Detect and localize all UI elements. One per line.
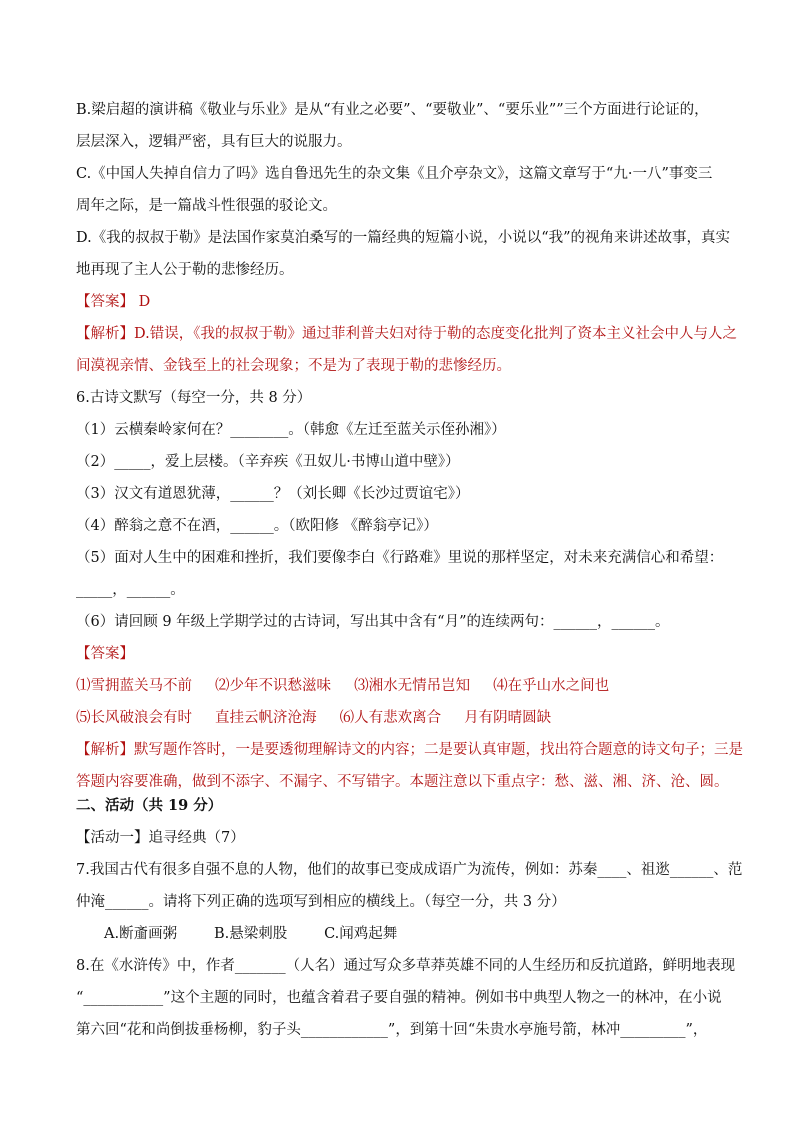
question-8-line-1: 8.在《水浒传》中，作者_______（人名）通过写众多草莽英雄不同的人生经历和反抗道路，鲜明地表现 (76, 958, 736, 974)
option-d-line-1: D.《我的叔叔于勒》是法国作家莫泊桑写的一篇经典的短篇小说，小说以“我”的视角来讲述故事，真实 (76, 230, 731, 246)
activity-1-heading: 【活动一】追寻经典（7） (76, 830, 245, 846)
question-6-item-2: （2）_____，爱上层楼。（辛弃疾《丑奴儿·书博山道中壁》） (76, 454, 460, 470)
question-6-item-1: （1）云横秦岭家何在？________。（韩愈《左迁至蓝关示侄孙湘》） (76, 422, 506, 438)
option-c-line-2: 周年之际，是一篇战斗性很强的驳论文。 (76, 198, 337, 214)
section-2-heading: 二、活动（共 19 分） (76, 797, 223, 814)
analysis-q6-line-1: 【解析】默写题作答时，一是要透彻理解诗文的内容；二是要认真审题，找出符合题意的诗文句子；三是 (76, 742, 743, 758)
analysis-q6-line-2: 答题内容要准确，做到不添字、不漏字、不写错字。本题注意以下重点字：愁、滋、湘、济、沧、圆。 (76, 774, 729, 790)
option-d-line-2: 地再现了主人公于勒的悲惨经历。 (76, 262, 294, 278)
question-7-line-2: 仲淹______。请将下列正确的选项写到相应的横线上。（每空一分，共 3 分） (76, 894, 566, 910)
question-6-item-6: （6）请回顾 9 年级上学期学过的古诗词，写出其中含有“月”的连续两句：______，______。 (76, 614, 670, 630)
option-b-line-2: 层层深入，逻辑严密，具有巨大的说服力。 (76, 134, 352, 150)
option-c-line-1: C.《中国人失掉自信力了吗》选自鲁迅先生的杂文集《且介亭杂文》，这篇文章写于“九·一八”事变三 (76, 166, 713, 182)
analysis-q5-line-2: 间漠视亲情、金钱至上的社会现象；不是为了表现于勒的悲惨经历。 (76, 358, 511, 374)
option-b-line-1: B.梁启超的演讲稿《敬业与乐业》是从“有业之必要”、“要敬业”、“要乐业””三个方面进行论证的， (76, 102, 709, 118)
question-6-item-3: （3）汉文有道恩犹薄，______？（刘长卿《长沙过贾谊宅》） (76, 486, 470, 502)
analysis-q5-line-1: 【解析】D.错误，《我的叔叔于勒》通过菲利普夫妇对待于勒的态度变化批判了资本主义社会中人与人之 (76, 326, 737, 342)
question-6-item-5-line-1: （5）面对人生中的困难和挫折，我们要像李白《行路难》里说的那样坚定，对未来充满信心和希望： (76, 550, 724, 566)
question-6-item-4: （4）醉翁之意不在酒，______。（欧阳修 《醉翁亭记》） (76, 518, 438, 534)
answer-q6-label: 【答案】 (76, 646, 134, 662)
question-8-line-3: 第六回“花和尚倒拔垂杨柳，豹子头____________”，到第十回“朱贵水亭施号箭，林冲_________”， (76, 1022, 708, 1038)
question-6-item-5-line-2: _____，______。 (76, 582, 185, 598)
answer-q6-line-2: ⑸长风破浪会有时 直挂云帆济沧海 ⑹人有悲欢离合 月有阴晴圆缺 (76, 710, 552, 726)
question-7-options: A.断齑画粥 B.悬梁刺股 C.闻鸡起舞 (104, 926, 398, 942)
answer-q5: 【答案】 D (76, 294, 151, 310)
question-7-line-1: 7.我国古代有很多自强不息的人物，他们的故事已变成成语广为流传，例如：苏秦____、祖逖______、范 (76, 862, 743, 878)
question-8-line-2: “___________”这个主题的同时，也蕴含着君子要自强的精神。例如书中典型人物之一的林冲，在小说 (76, 990, 722, 1006)
answer-q6-line-1: ⑴雪拥蓝关马不前 ⑵少年不识愁滋味 ⑶湘水无情吊岂知 ⑷在乎山水之间也 (76, 678, 610, 694)
question-6-heading: 6.古诗文默写（每空一分，共 8 分） (76, 390, 312, 406)
